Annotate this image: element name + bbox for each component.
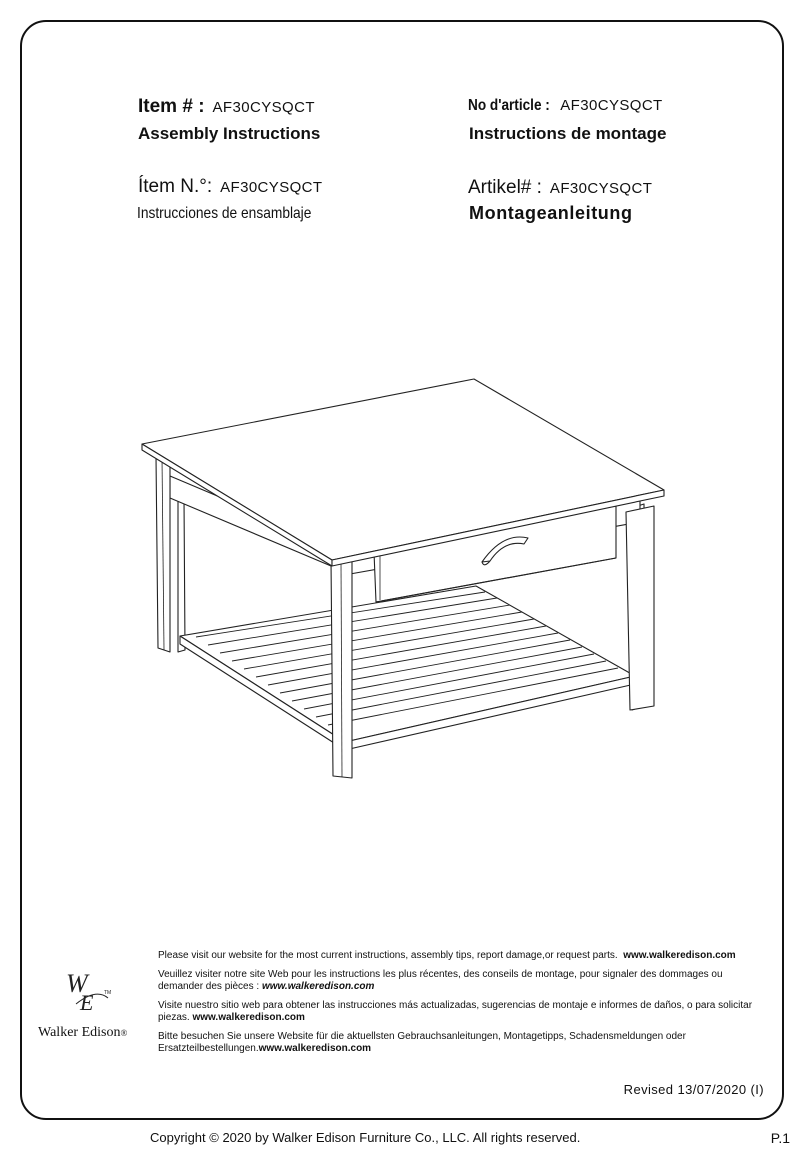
note-fr-text: Veuillez visiter notre site Web pour les instructions les plus récentes, des conseils de montage, pour signaler des dommages ou demander des pièces :: [158, 968, 723, 992]
item-code-fr: AF30CYSQCT: [560, 97, 663, 114]
logo-monogram-w: W: [66, 969, 88, 998]
item-number-en: [138, 96, 315, 118]
note-en-url[interactable]: www.walkeredison.com: [623, 950, 736, 961]
item-number-es: [138, 176, 322, 198]
note-de-url[interactable]: www.walkeredison.com: [258, 1043, 372, 1054]
title-es: Instrucciones de ensamblaje: [137, 205, 312, 222]
item-label-de: Artikel# :: [468, 177, 542, 198]
note-fr: [158, 969, 766, 994]
logo-brand-name: [38, 1025, 127, 1041]
website-notes: [158, 950, 766, 1062]
item-code-es: AF30CYSQCT: [220, 179, 323, 196]
item-code-de: AF30CYSQCT: [549, 180, 653, 197]
item-code-en: AF30CYSQCT: [212, 99, 315, 116]
logo-monogram-e: E: [80, 990, 94, 1015]
item-label-fr: No d'article :: [468, 97, 550, 114]
title-fr: Instructions de montage: [469, 124, 667, 143]
back-left-leg: [178, 498, 185, 652]
coffee-table-illustration: [136, 372, 672, 792]
logo-tm: TM: [104, 990, 112, 996]
note-es: [158, 1000, 766, 1025]
title-es-wrap: [137, 205, 340, 223]
item-label-es: Ítem N.°:: [138, 176, 213, 197]
page-number: P.1: [770, 1130, 790, 1146]
copyright-notice: Copyright © 2020 by Walker Edison Furniture Co., LLC. All rights reserved.: [150, 1130, 581, 1145]
note-fr-url[interactable]: www.walkeredison.com: [261, 981, 375, 992]
note-en: [158, 950, 766, 963]
note-es-text: Visite nuestro sitio web para obtener las instrucciones más actualizadas, sugerencias de montaje e informes de daños, o para solicitar piezas.: [158, 999, 753, 1023]
title-de: Montageanleitung: [469, 203, 633, 223]
note-en-text: Please visit our website for the most current instructions, assembly tips, report damage,or request parts.: [158, 950, 618, 961]
note-de-text: Bitte besuchen Sie unsere Website für die aktuellsten Gebrauchsanleitungen, Montagetipps, Schadensmeldungen oder Ersatzteilbestellungen.: [158, 1030, 686, 1054]
item-label-en: Item # :: [138, 96, 205, 117]
item-number-fr: [468, 97, 663, 115]
note-de: [158, 1031, 766, 1056]
bottom-shelf: [180, 586, 635, 750]
item-number-de: [468, 177, 652, 199]
logo-registered-mark: ®: [120, 1028, 128, 1038]
note-es-url[interactable]: www.walkeredison.com: [192, 1012, 305, 1023]
logo-name-text: Walker Edison: [38, 1025, 121, 1040]
revision-date: Revised 13/07/2020 (I): [623, 1082, 764, 1097]
title-en: Assembly Instructions: [138, 124, 321, 143]
